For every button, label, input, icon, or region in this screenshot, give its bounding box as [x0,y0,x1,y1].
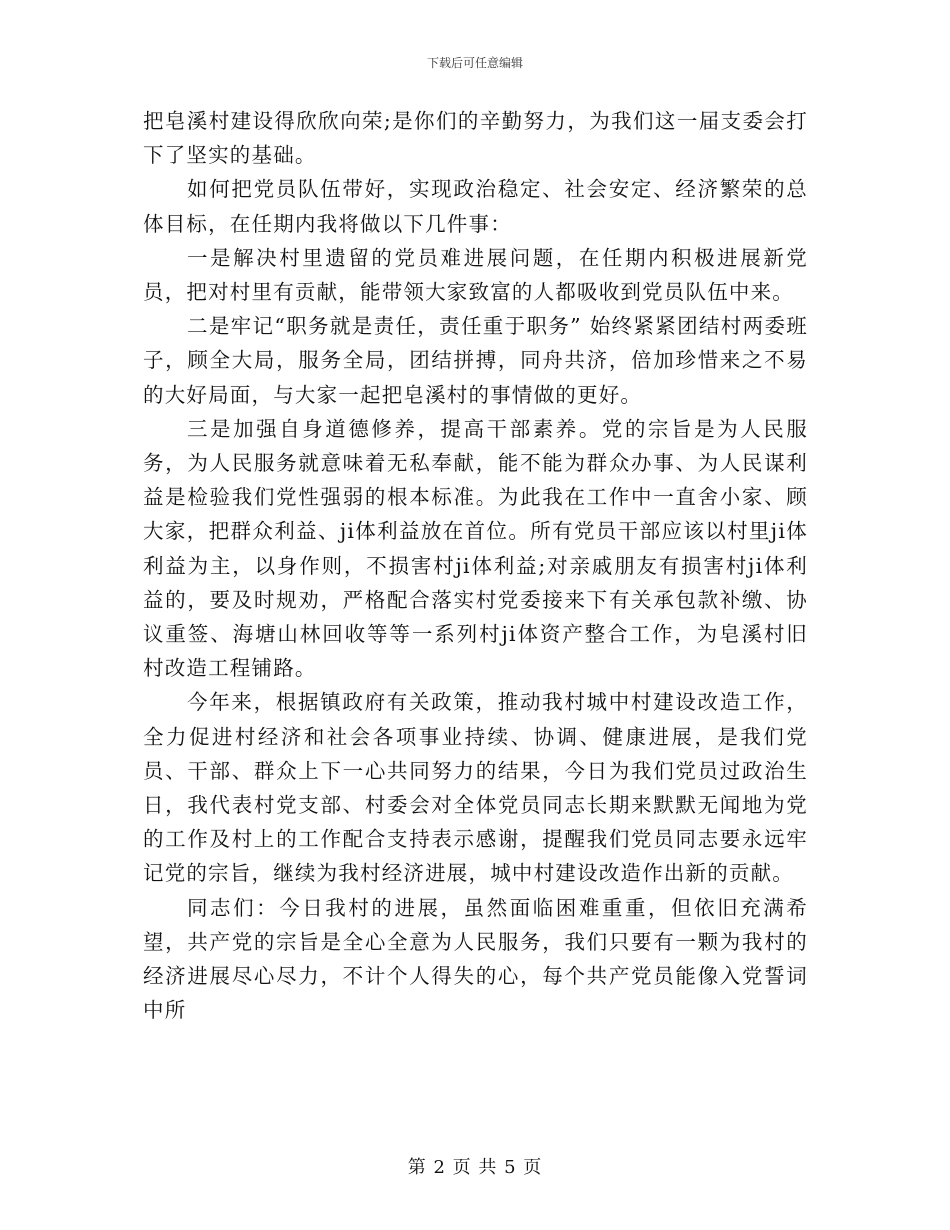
paragraph: 一是解决村里遗留的党员难进展问题，在任期内积极进展新党员，把对村里有贡献，能带领大家致富的人都吸收到党员队伍中来。 [143,245,808,305]
page-number-footer: 第 2 页 共 5 页 [407,1157,543,1178]
paragraph: 三是加强自身道德修养，提高干部素养。党的宗旨是为人民服务，为人民服务就意味着无私奉献，能不能为群众办事、为人民谋利益是检验我们党性强弱的根本标准。为此我在工作中一直舍小家、顾大家，把群众利益、ji体利益放在首位。所有党员干部应该以村里ji体利益为主，以身作则，不损害村ji体利益;对亲戚朋友有损害村ji体利益的，要及时规劝，严格配合落实村党委接来下有关承包款补缴、协议重签、海塘山林回收等等一系列村ji体资产整合工作，为皂溪村旧村改造工程铺路。 [143,416,808,681]
paragraph: 如何把党员队伍带好，实现政治稳定、社会安定、经济繁荣的总体目标，在任期内我将做以下几件事： [143,177,808,236]
document-body [143,104,808,1027]
paragraph-continuation: 把皂溪村建设得欣欣向荣;是你们的辛勤努力，为我们这一届支委会打下了坚实的基础。 [143,109,808,168]
paragraph: 今年来，根据镇政府有关政策，推动我村城中村建设改造工作，全力促进村经济和社会各项事业持续、协调、健康进展，是我们党员、干部、群众上下一心共同努力的结果，今日为我们党员过政治生日，我代表村党支部、村委会对全体党员同志长期来默默无闻地为党的工作及村上的工作配合支持表示感谢，提醒我们党员同志要永远牢记党的宗旨，继续为我村经济进展，城中村建设改造作出新的贡献。 [143,690,808,886]
paragraph: 二是牢记“职务就是责任，责任重于职务” 始终紧紧团结村两委班子，顾全大局，服务全局，团结拼搏，同舟共济，倍加珍惜来之不易的大好局面，与大家一起把皂溪村的事情做的更好。 [143,314,808,407]
page-header: 下载后可任意编辑 [426,56,523,70]
paragraph: 同志们：今日我村的进展，虽然面临困难重重，但依旧充满希望，共产党的宗旨是全心全意为人民服务，我们只要有一颗为我村的经济进展尽心尽力，不计个人得失的心，每个共产党员能像入党誓词中所 [143,895,808,1023]
